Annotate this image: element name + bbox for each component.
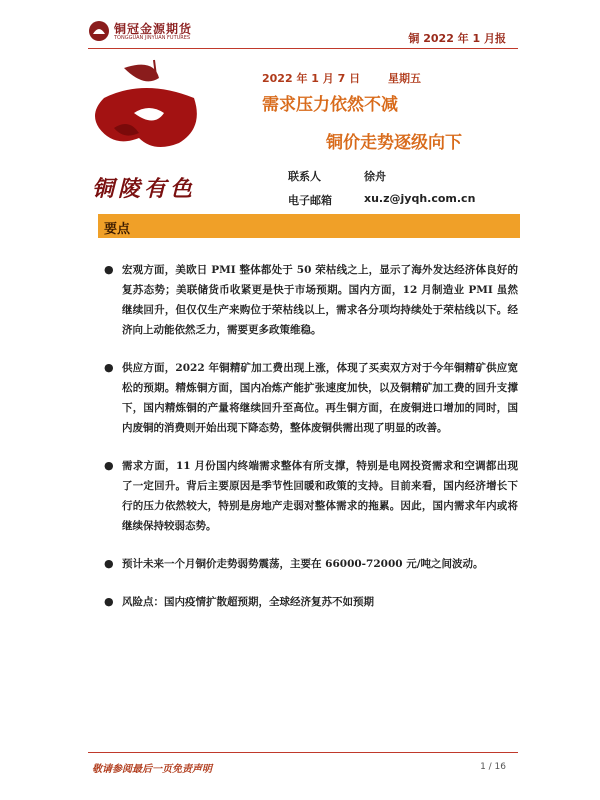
brand-calligraphy: 铜陵有色 xyxy=(92,176,197,202)
company-name-en: TONGGUAN JINYUAN FUTURES xyxy=(114,35,191,41)
bullet-text: 风险点：国内疫情扩散超预期，全球经济复苏不如预期 xyxy=(122,596,374,608)
report-weekday: 星期五 xyxy=(388,72,421,85)
header-divider xyxy=(88,48,518,49)
bullet-text: 需求方面，11 月份国内终端需求整体有所支撑，特别是电网投资需求和空调都出现了一定回升。背后主要原因是季节性回暖和政策的支持。目前来看，国内经济增长下行的压力依然较大，特别是房地产走弱对整体需求的拖累。因此，国内需求年内或将继续保持较弱态势。 xyxy=(122,460,518,532)
footer-disclaimer: 敬请参阅最后一页免责声明 xyxy=(92,764,212,775)
bullet-text: 宏观方面，美欧日 PMI 整体都处于 50 荣枯线之上，显示了海外发达经济体良好的复苏态势；美联储货币收紧更是快于市场预期。国内方面，12 月制造业 PMI 虽然继续回升，但仅仅生产来购位于荣枯线以上，需求各分项均持续处于荣枯线以下。经济向上动能依然乏力，需要更多政策维稳。 xyxy=(122,264,518,336)
bullet-dot-icon: ● xyxy=(104,361,114,374)
bullet-text: 供应方面，2022 年铜精矿加工费出现上涨，体现了买卖双方对于今年铜精矿供应宽松的预期。精炼铜方面，国内冶炼产能扩张速度加快，以及铜精矿加工费的回升支撑下，国内精炼铜的产量将继续回升至高位。再生铜方面，在废铜进口增加的同时，国内废铜的消费则开始出现下降态势，整体废铜供需出现了明显的改善。 xyxy=(122,362,518,434)
bullet-dot-icon: ● xyxy=(104,595,114,608)
list-item xyxy=(104,554,518,574)
list-item xyxy=(104,260,518,340)
list-item xyxy=(104,592,518,612)
contact-label: 联系人 xyxy=(288,170,321,183)
page-number: 1 / 16 xyxy=(480,762,506,772)
email-label: 电子邮箱 xyxy=(288,194,332,207)
logo-emblem-icon xyxy=(88,20,110,42)
bullet-text: 预计未来一个月铜价走势弱势震荡，主要在 66000-72000 元/吨之间波动。 xyxy=(122,558,484,570)
bullet-dot-icon: ● xyxy=(104,557,114,570)
company-name-cn: 铜冠金源期货 xyxy=(114,22,193,36)
section-header xyxy=(98,214,520,238)
bullet-dot-icon: ● xyxy=(104,459,114,472)
report-title-line1: 需求压力依然不减 xyxy=(262,95,398,115)
footer-divider xyxy=(88,752,518,753)
list-item xyxy=(104,358,518,438)
bullet-dot-icon: ● xyxy=(104,263,114,276)
list-item xyxy=(104,456,518,536)
company-logo xyxy=(88,18,208,48)
contact-name: 徐舟 xyxy=(364,170,386,183)
section-title: 要点 xyxy=(104,222,131,237)
report-date: 2022 年 1 月 7 日 xyxy=(262,72,361,85)
report-label: 铜 2022 年 1 月报 xyxy=(408,32,506,45)
key-points-list xyxy=(104,260,518,630)
report-title-line2: 铜价走势逐级向下 xyxy=(326,133,462,153)
email-link[interactable]: xu.z@jyqh.com.cn xyxy=(364,192,476,205)
